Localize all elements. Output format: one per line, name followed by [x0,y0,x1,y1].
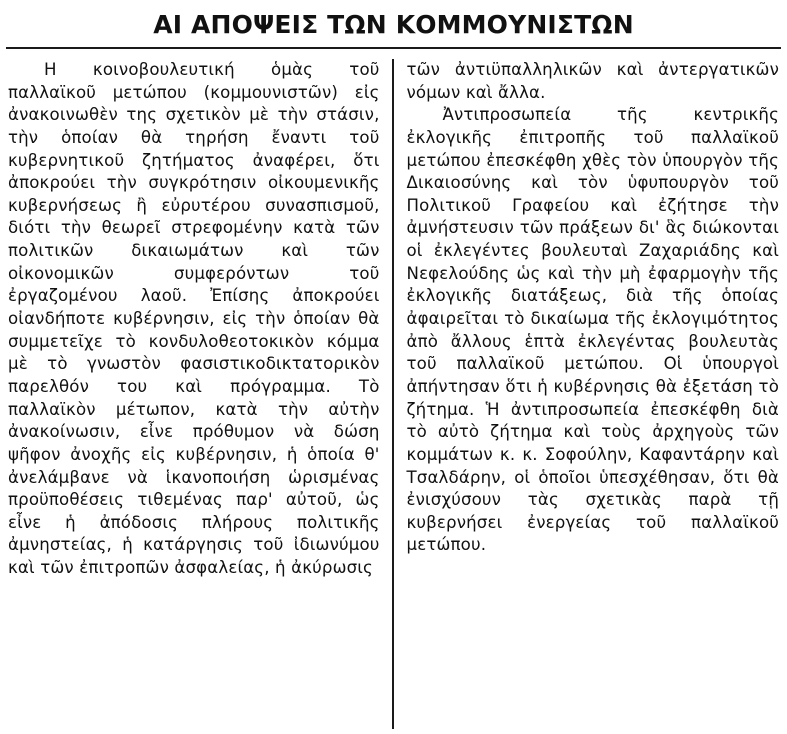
paragraph: τῶν ἀντιϋπαλληλικῶν καὶ ἀντεργατικῶν νόμων καὶ ἄλλα. [406,60,779,102]
page-title: ΑΙ ΑΠΟΨΕΙΣ ΤΩΝ ΚΟΜΜΟΥΝΙΣΤΩΝ [153,10,634,39]
left-column [8,59,394,729]
paragraph: Ἀντιπροσωπεία τῆς κεντρικῆς ἐκλογικῆς ἐπιτροπῆς τοῦ παλλαϊκοῦ μετώπου ἐπεσκέφθη χθὲς τὸν ὑπουργὸν τῆς Δικαιοσύνης καὶ τὸν ὑφυπουργὸν τοῦ Πολιτικοῦ Γραφείου καὶ ἐζήτησε τὴν ἀμνήστευσιν τῶν πράξεων δι' ἃς διώκονται οἱ ἐκλεγέντες βουλευταὶ Ζαχαριάδης καὶ Νεφελούδης ὡς καὶ τὴν μὴ ἐφαρμογὴν τῆς ἐκλογικῆς διατάξεως, διὰ τῆς ὁποίας ἀφαιρεῖται τὸ δικαίωμα τῆς ἐκλογιμότητος ἀπὸ ἄλλους ἑπτὰ ἐκλεγέντας βουλευτὰς τοῦ παλλαϊκοῦ μετώπου. Οἱ ὑπουργοὶ ἀπήντησαν ὅτι ἡ κυβέρνησις θὰ ἐξετάση τὸ ζήτημα. Ἡ ἀντιπροσωπεία ἐπεσκέφθη διὰ τὸ αὐτὸ ζήτημα καὶ τοὺς ἀρχηγοὺς τῶν κομμάτων κ. κ. Σοφούλην, Καφαντάρην καὶ Τσαλδάρην, οἱ ὁποῖοι ὑπεσχέθησαν, ὅτι θὰ ἐνισχύσουν τὰς σχετικὰς παρὰ τῇ κυβερνήσει ἐνεργείας τοῦ παλλαϊκοῦ μετώπου. [406,105,779,555]
right-column [394,59,780,729]
paragraph: Η κοινοβουλευτική ὁμὰς τοῦ παλλαϊκοῦ μετώπου (κομμουνιστῶν) εἰς ἀνακοινωθὲν της σχετικὸν μὲ τὴν στάσιν, τὴν ὁποίαν θὰ τηρήση ἔναντι τοῦ κυβερνητικοῦ ζητήματος ἀναφέρει, ὅτι ἀποκρούει τὴν συγκρότησιν οἰκουμενικῆς κυβερνήσεως ἢ εὐρυτέρου συνασπισμοῦ, διότι τὴν θεωρεῖ στρεφομένην κατὰ τῶν πολιτικῶν δικαιωμάτων καὶ τῶν οἰκονομικῶν συμφερόντων τοῦ ἐργαζομένου λαοῦ. Ἐπίσης ἀποκρούει οἰανδήποτε κυβέρνησιν, εἰς τὴν ὁποίαν θὰ συμμετεῖχε τὸ κονδυλοθεοτοκικὸν κόμμα μὲ τὸ γνωστὸν φασιστικοδικτατορικὸν παρελθόν του καὶ πρόγραμμα. Τὸ παλλαϊκὸν μέτωπον, κατὰ τὴν αὐτὴν ἀνακοίνωσιν, εἶνε πρόθυμον νὰ δώση ψῆφον ἀνοχῆς εἰς κυβέρνησιν, ἡ ὁποία θ' ἀνελάμβανε νὰ ἱκανοποιήση ὡρισμένας προϋποθέσεις τιθεμένας παρ' αὐτοῦ, ὡς εἶνε ἡ ἀπόδοσις πλήρους πολιτικῆς ἀμνηστείας, ἡ κατάργησις τοῦ ἰδιωνύμου καὶ τῶν ἐπιτροπῶν ἀσφαλείας, ἡ ἀκύρωσις [8,60,380,578]
article-columns [0,49,787,729]
